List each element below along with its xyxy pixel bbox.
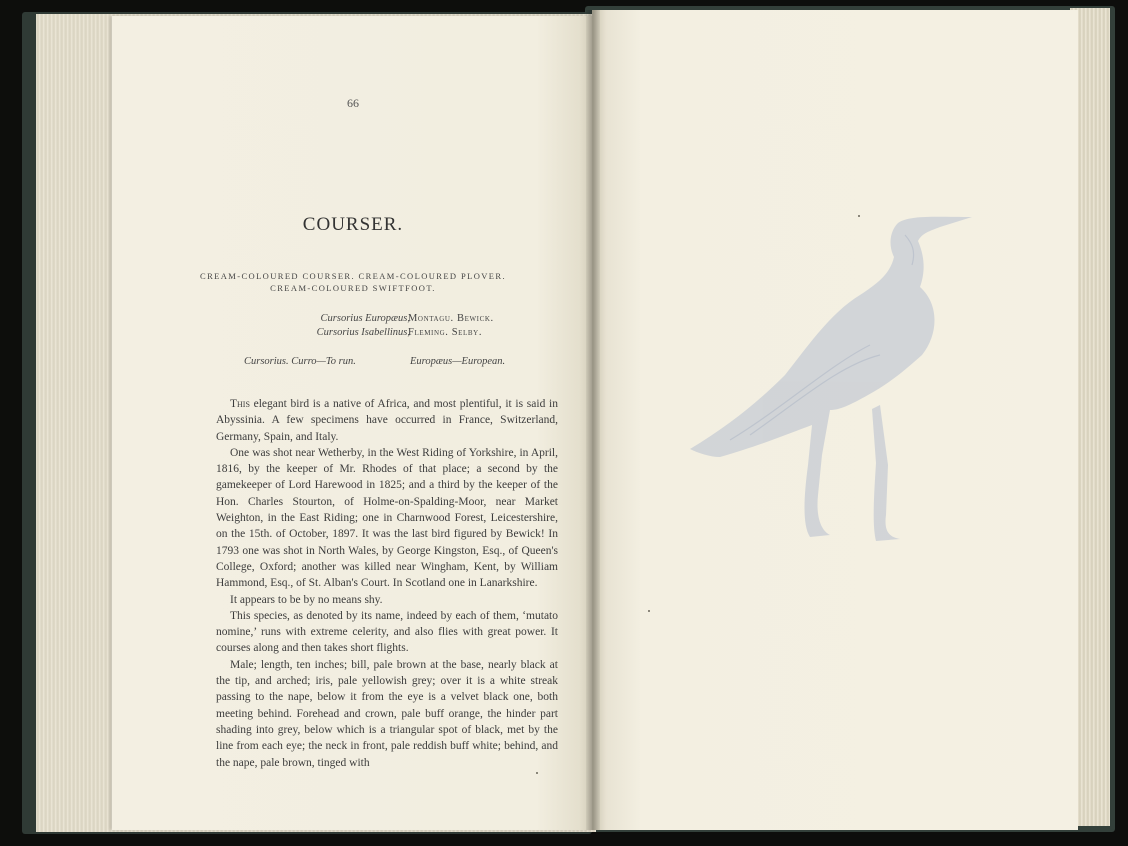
synonym-authors: Montagu. Bewick. [408, 313, 494, 324]
etymology-genus: Cursorius. Curro—To run. [244, 356, 356, 367]
synonym-authors: Fleming. Selby. [408, 327, 483, 338]
faded-courser-plate-illustration [690, 195, 990, 555]
page-number: 66 [347, 96, 359, 110]
page-title: COURSER. [302, 214, 404, 235]
paragraph-4: This species, as denoted by its name, indeed by each of them, ‘mutato nomine,’ runs with extreme celerity, and also flies with great power. It courses along and then takes short flights. [216, 609, 558, 655]
paragraph-3: It appears to be by no means shy. [230, 593, 383, 606]
paragraph-1 [216, 396, 558, 445]
paper-speck [648, 610, 650, 612]
paragraph-5: Male; length, ten inches; bill, pale brown at the base, nearly black at the tip, and arched; iris, pale yellowish grey; over it is a white streak passing to the nape, below it from the eye is a velvet black one, both meeting behind. Forehead and crown, pale buff orange, the hinder part shading into grey, below which is a triangular spot of black, met by the line from each eye; the neck in front, pale reddish buff white; behind, and the nape, pale brown, tinged with [216, 658, 558, 769]
etymology-species: Europæus—European. [410, 356, 506, 367]
drop-word: This [230, 398, 250, 410]
alternate-names-line-2: CREAM-COLOURED SWIFTFOOT. [270, 283, 436, 293]
book-gutter [586, 10, 600, 830]
paragraph-1-text: elegant bird is a native of Africa, and most plentiful, it is said in Abyssinia. A few specimens have occurred in France, Switzerland, Germany, Spain, and Italy. [216, 398, 558, 443]
synonym-name: Cursorius Europæus, [320, 313, 410, 324]
body-text [216, 396, 558, 771]
alternate-names-line-1: CREAM-COLOURED COURSER. CREAM-COLOURED PLOVER. [200, 271, 506, 281]
paragraph-2: One was shot near Wetherby, in the West Riding of Yorkshire, in April, 1816, by the keeper of Mr. Rhodes of that place; a second by the gamekeeper of Lord Harewood in 1825; and a third by the keeper of the Hon. Charles Stourton, of Holme-on-Spalding-Moor, near Market Weighton, in the East Riding; one in Charnwood Forest, Leicestershire, on the 15th. of October, 1897. It was the last bird figured by Bewick! In 1793 one was shot in North Wales, by George Kingston, Esq., of Queen's College, Oxford; another was killed near Wingham, Kent, by William Hammond, Esq., of St. Alban's Court. In Scotland one in Lanarkshire. [216, 446, 558, 590]
synonym-name: Cursorius Isabellinus, [316, 327, 410, 338]
paper-speck [536, 772, 538, 774]
left-page [112, 16, 594, 830]
